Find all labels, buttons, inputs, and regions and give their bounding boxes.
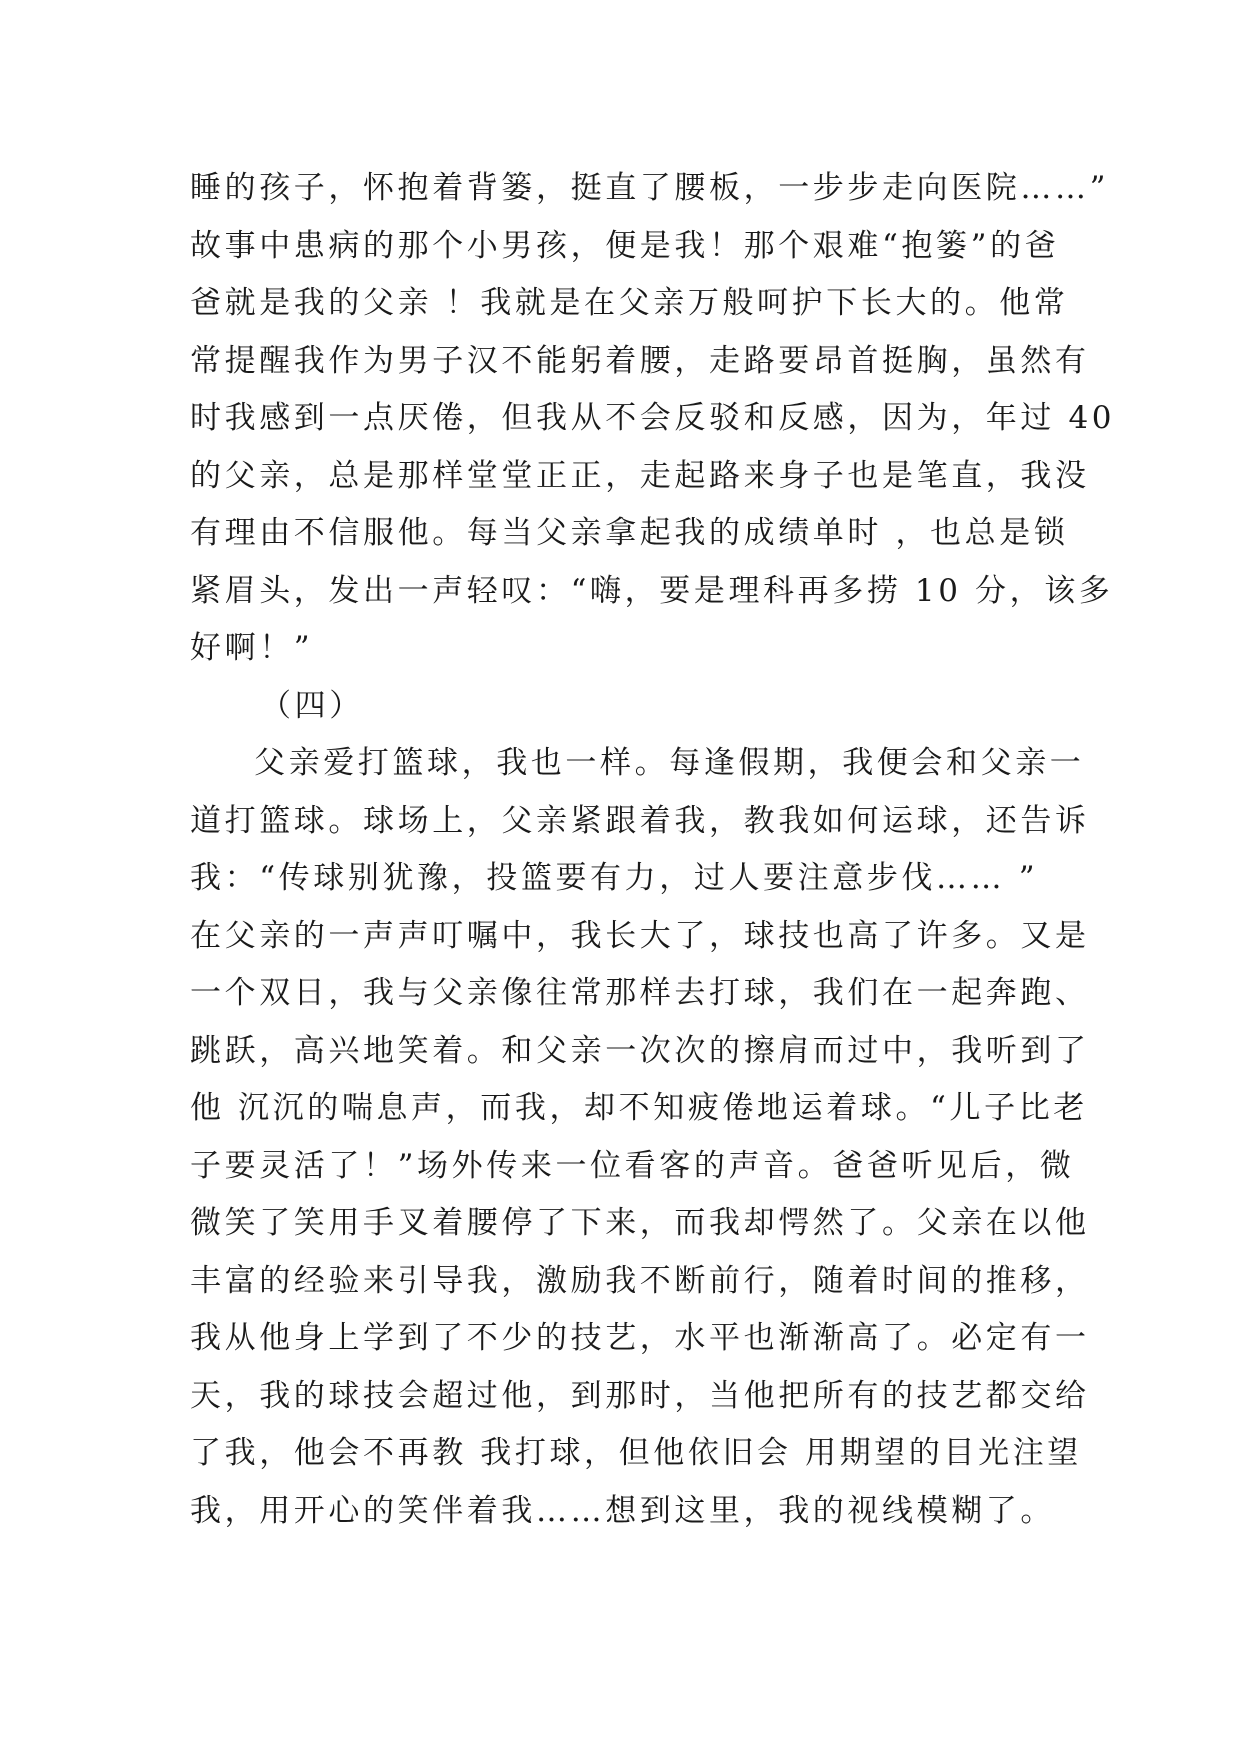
text-line: 跳跃，高兴地笑着。和父亲一次次的擦肩而过中，我听到了 [190, 1032, 1090, 1069]
text-line: 睡的孩子，怀抱着背篓，挺直了腰板，一步步走向医院……” [190, 170, 1110, 206]
text-line: 子要灵活了！”场外传来一位看客的声音。爸爸听见后，微 [190, 1147, 1075, 1184]
section-heading: （四） [260, 687, 364, 724]
text-line: 一个双日，我与父亲像往常那样去打球，我们在一起奔跑、 [190, 975, 1090, 1011]
text-line: 爸就是我的父亲 ！我就是在父亲万般呵护下长大的。他常 [190, 285, 1069, 321]
text-line: 了我，他会不再教 我打球，但他依旧会 用期望的目光注望 [190, 1435, 1082, 1471]
text-line: 我，用开心的笑伴着我……想到这里，我的视线模糊了。 [190, 1492, 1055, 1529]
text-line: 道打篮球。球场上，父亲紧跟着我，教我如何运球，还告诉 [190, 802, 1090, 839]
text-line: 紧眉头，发出一声轻叹：“嗨，要是理科再多捞 10 分，该多 [190, 572, 1114, 609]
text-line: 有理由不信服他。每当父亲拿起我的成绩单时 ，也总是锁 [190, 515, 1069, 551]
text-line: 我：“传球别犹豫，投篮要有力，过人要注意步伐…… ” [190, 860, 1039, 896]
body-text [190, 160, 1116, 1540]
text-line: 时我感到一点厌倦，但我从不会反驳和反感，因为，年过 40 [190, 400, 1116, 436]
text-line: 微笑了笑用手叉着腰停了下来，而我却愕然了。父亲在以他 [190, 1205, 1090, 1241]
text-line: 我从他身上学到了不少的技艺，水平也渐渐高了。必定有一 [190, 1320, 1090, 1356]
text-line: 好啊！” [190, 630, 314, 666]
text-line: 在父亲的一声声叮嘱中，我长大了，球技也高了许多。又是 [190, 917, 1090, 954]
text-line: 天，我的球技会超过他，到那时，当他把所有的技艺都交给 [190, 1377, 1090, 1414]
paragraph-first-line: 父亲爱打篮球，我也一样。每逢假期，我便会和父亲一 [254, 745, 1085, 781]
text-line: 故事中患病的那个小男孩，便是我！那个艰难“抱篓”的爸 [190, 227, 1060, 264]
text-line: 的父亲，总是那样堂堂正正，走起路来身子也是笔直，我没 [190, 457, 1090, 494]
text-line: 常提醒我作为男子汉不能躬着腰，走路要昂首挺胸，虽然有 [190, 342, 1090, 379]
text-line: 他 沉沉的喘息声，而我，却不知疲倦地运着球。“儿子比老 [190, 1090, 1088, 1126]
text-line: 丰富的经验来引导我，激励我不断前行，随着时间的推移， [190, 1262, 1090, 1299]
